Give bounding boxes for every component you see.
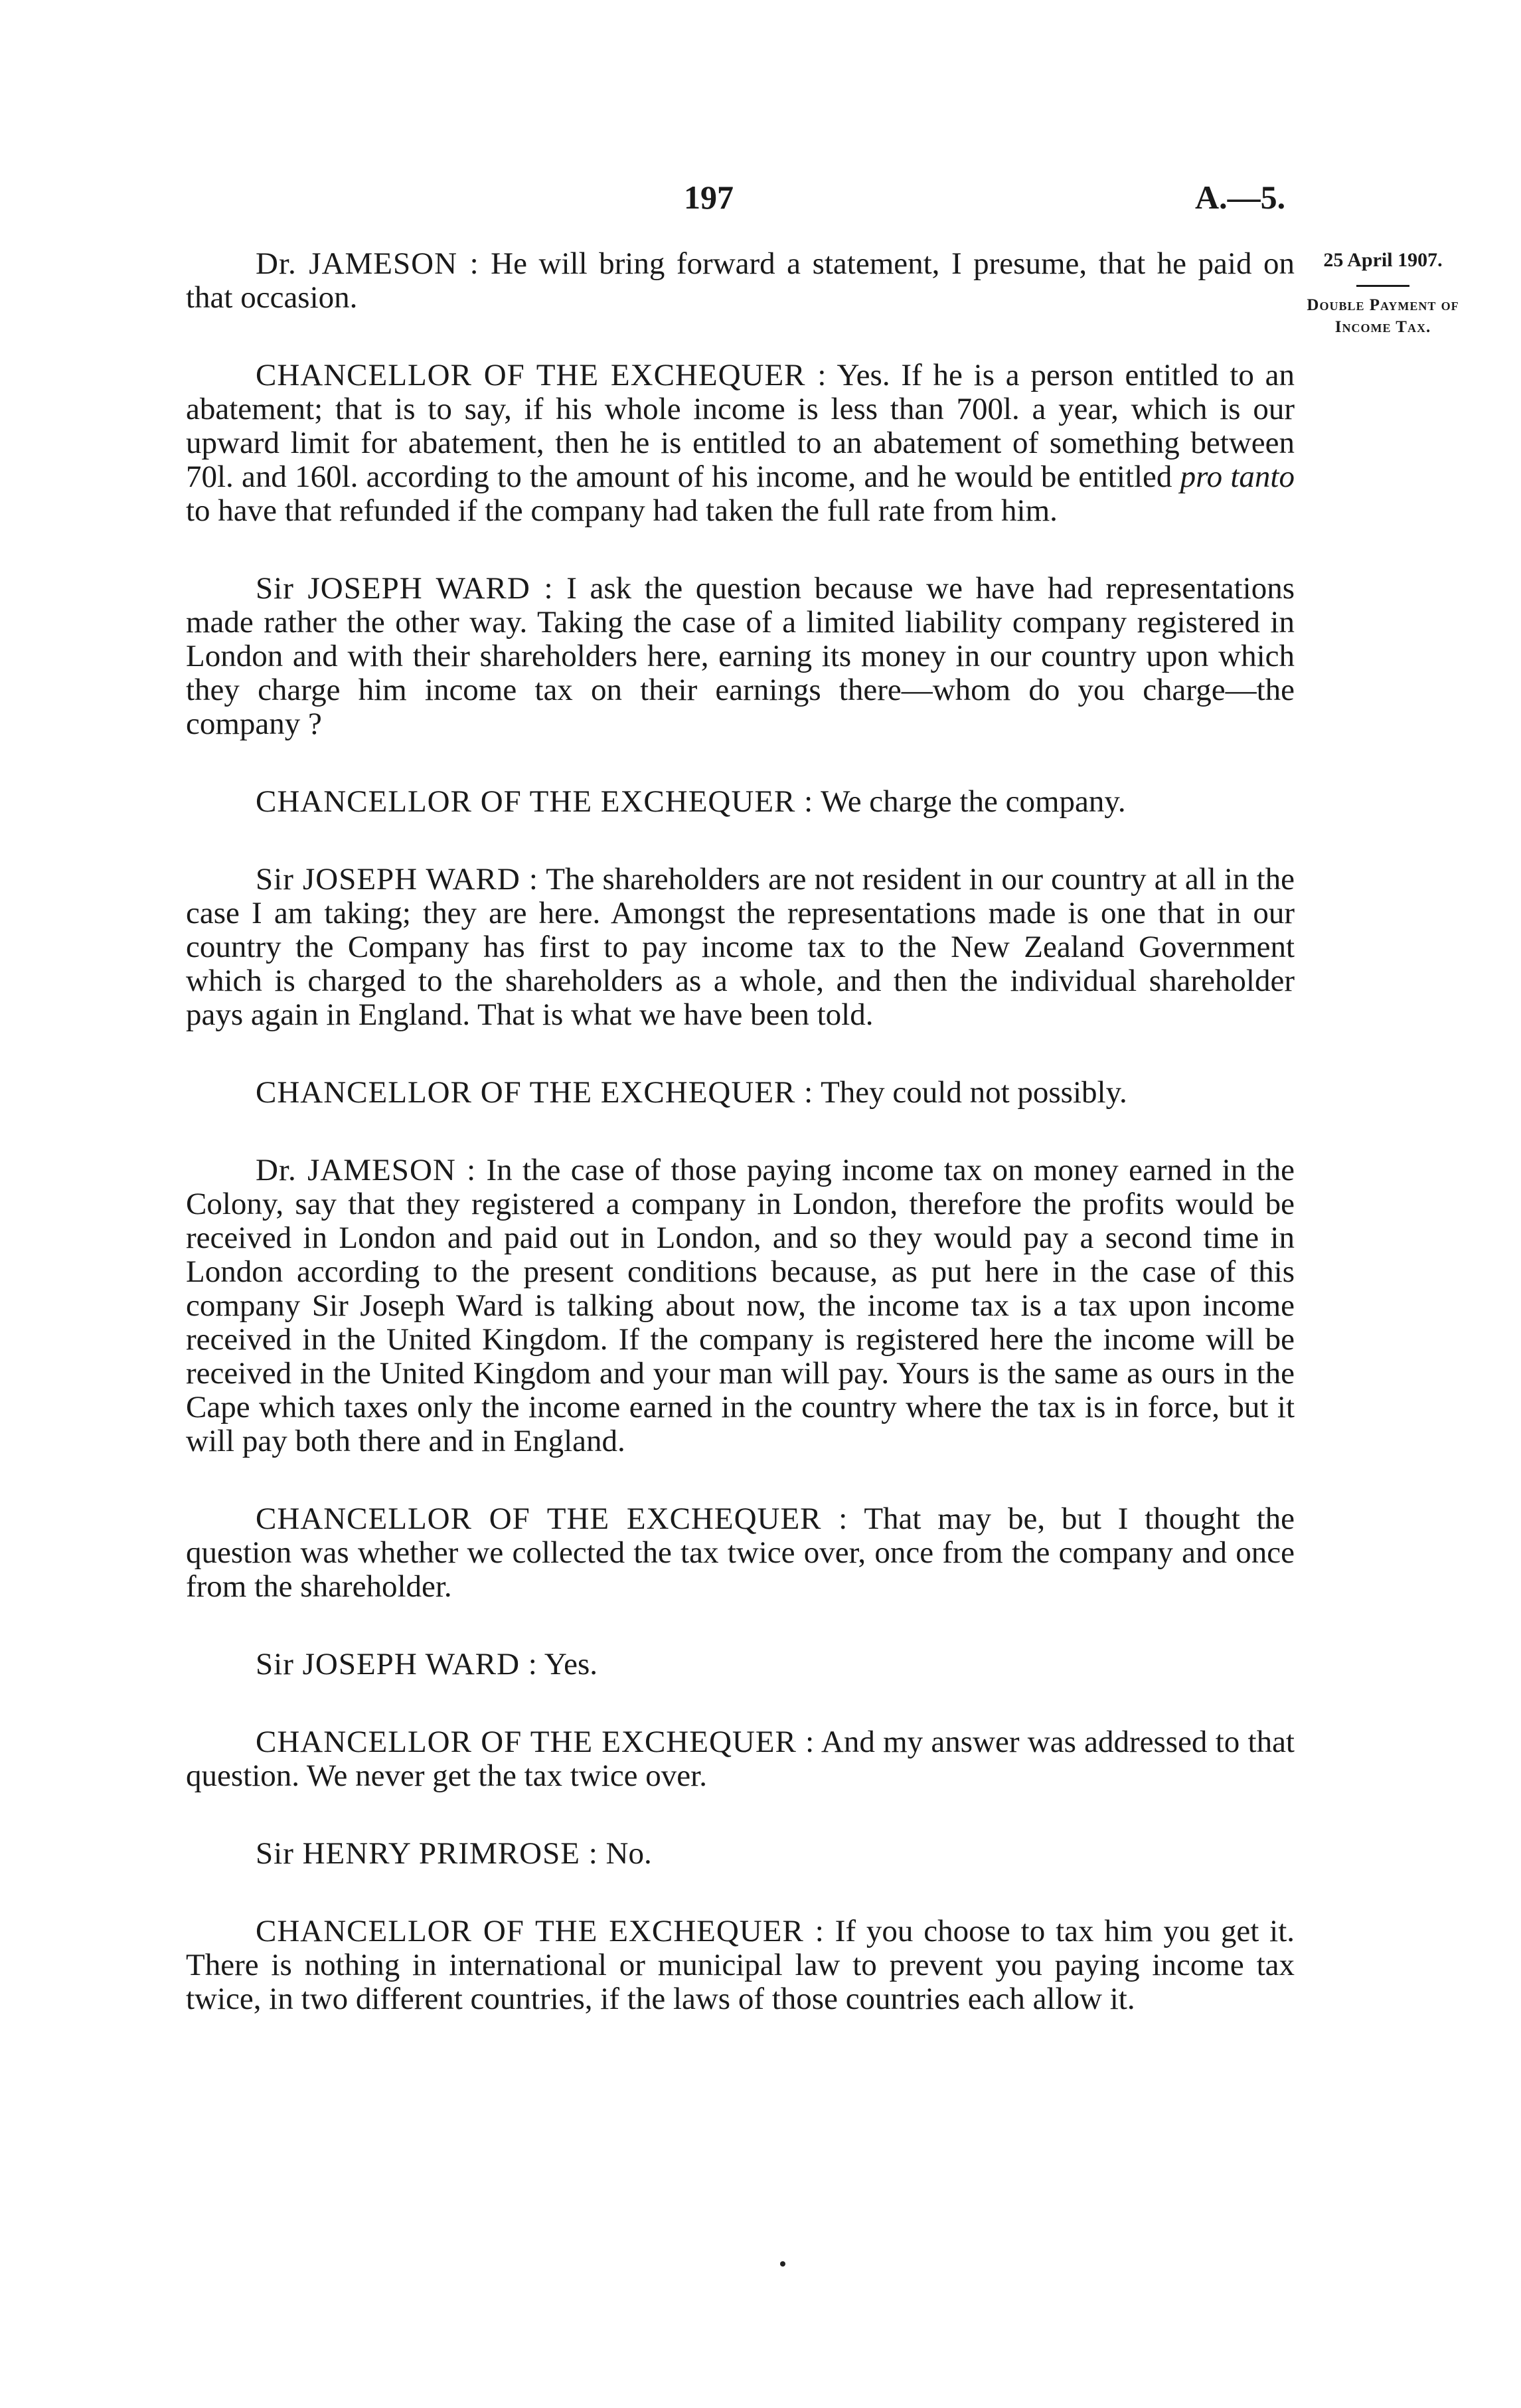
speaker: Sir JOSEPH WARD : bbox=[256, 862, 538, 897]
stray-mark bbox=[780, 2261, 785, 2267]
paragraph-9 bbox=[186, 1648, 1295, 1681]
speech: No. bbox=[605, 1836, 652, 1871]
margin-date: 25 April 1907. bbox=[1323, 249, 1443, 271]
margin-note bbox=[1300, 247, 1466, 338]
speaker: CHANCELLOR OF THE EXCHEQUER : bbox=[256, 1914, 825, 1948]
paragraph-3 bbox=[186, 572, 1295, 741]
paragraph-5 bbox=[186, 863, 1295, 1032]
paragraph-1 bbox=[186, 247, 1295, 315]
speech: I ask the question because we have had representations made rather the other way. Taking the case of a limited liability company registered in London and with their shareholders here, earning its money in our country upon which they charge him income tax on their earnings there—whom do you charge—the company ? bbox=[186, 571, 1295, 741]
speaker: Dr. JAMESON : bbox=[256, 1153, 477, 1187]
speech-italic: pro tanto bbox=[1180, 460, 1295, 494]
speaker: Sir JOSEPH WARD : bbox=[256, 1647, 538, 1681]
paragraph-8 bbox=[186, 1502, 1295, 1604]
transcript-body bbox=[186, 247, 1295, 2060]
speech: If you choose to tax him you get it. There is nothing in international or municipal law to prevent you paying income tax twice, in two different countries, if the laws of those countries each allow it. bbox=[186, 1914, 1295, 2016]
margin-rule bbox=[1356, 285, 1409, 287]
paragraph-4 bbox=[186, 785, 1295, 819]
speech: That may be, but I thought the question was whether we collected the tax twice over, once from the company and once from the shareholder. bbox=[186, 1502, 1295, 1604]
speech: In the case of those paying income tax on money earned in the Colony, say that they registered a company in London, therefore the profits would be received in London and paid out in London, and so they would pay a second time in London according to the present conditions because, as put here in the case of this company Sir Joseph Ward is talking about now, the income tax is a tax upon income received in the United Kingdom. If the company is registered here the income will be received in the United Kingdom and your man will pay. Yours is the same as ours in the Cape which taxes only the income earned in the country where the tax is in force, but it will pay both there and in England. bbox=[186, 1153, 1295, 1458]
paragraph-11 bbox=[186, 1837, 1295, 1871]
speaker: Dr. JAMESON : bbox=[256, 246, 479, 281]
document-reference: A.—5. bbox=[1195, 179, 1286, 216]
margin-topic: Double Payment of Income Tax. bbox=[1307, 296, 1459, 336]
paragraph-7 bbox=[186, 1154, 1295, 1458]
speech: He will bring forward a statement, I presume, that he paid on that occasion. bbox=[186, 246, 1295, 315]
speech: And my answer was addressed to that question. We never get the tax twice over. bbox=[186, 1725, 1295, 1793]
speech: Yes. If he is a person entitled to an abatement; that is to say, if his whole income is less than 700l. a year, which is our upward limit for abatement, then he is entitled to an abatement of something between 70l. and 160l. according to the amount of his income, and he would be entitled bbox=[186, 358, 1295, 494]
speech: We charge the company. bbox=[821, 784, 1126, 819]
speech-cont: to have that refunded if the company had taken the full rate from him. bbox=[186, 493, 1058, 528]
paragraph-2 bbox=[186, 359, 1295, 528]
speaker: Sir JOSEPH WARD : bbox=[256, 571, 554, 606]
speech: They could not possibly. bbox=[821, 1075, 1127, 1110]
speaker: CHANCELLOR OF THE EXCHEQUER : bbox=[256, 1075, 814, 1110]
speech: The shareholders are not resident in our country at all in the case I am taking; they are here. Amongst the representations made is one that in our country the Company has first to pay income tax to the New Zealand Government which is charged to the shareholders as a whole, and then the individual shareholder pays again in England. That is what we have been told. bbox=[186, 862, 1295, 1032]
speaker: CHANCELLOR OF THE EXCHEQUER : bbox=[256, 358, 827, 392]
speaker: CHANCELLOR OF THE EXCHEQUER : bbox=[256, 1502, 848, 1536]
page-number: 197 bbox=[684, 179, 734, 216]
speech: Yes. bbox=[544, 1647, 598, 1681]
speaker: CHANCELLOR OF THE EXCHEQUER : bbox=[256, 784, 814, 819]
speaker: CHANCELLOR OF THE EXCHEQUER : bbox=[256, 1725, 815, 1759]
paragraph-12 bbox=[186, 1915, 1295, 2016]
paragraph-10 bbox=[186, 1725, 1295, 1793]
paragraph-6 bbox=[186, 1076, 1295, 1110]
speaker: Sir HENRY PRIMROSE : bbox=[256, 1836, 598, 1871]
